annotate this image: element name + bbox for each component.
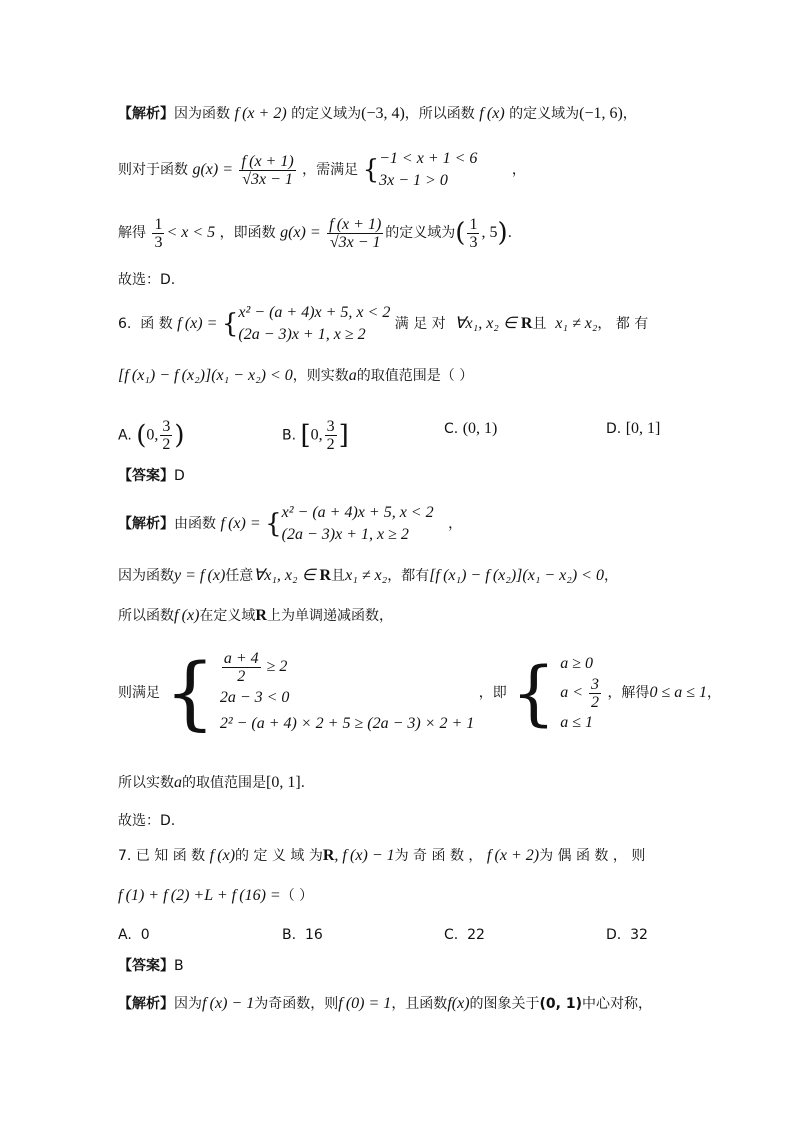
q5-analysis-line1: 【解析】因为函数 f (x + 2) 的定义域为(−3, 4)，所以函数 f (x) 的定义域为(−1, 6)，: [118, 105, 637, 122]
q7-option-c[interactable]: C. 22: [444, 927, 485, 943]
q6-option-d[interactable]: D. [0, 1]: [606, 420, 661, 437]
q7-stem-line2: f (1) + f (2) +L + f (16) =（ ）: [118, 887, 314, 904]
q6-stem-line1: 6. 函 数 f (x) = {x² − (a + 4)x + 5, x < 2 (2a − 3)x + 1, x ≥ 2 满 足 对 ∀x₁, x₂ ∈ R且 x₁ ≠ x₂， 都 有: [118, 304, 649, 343]
q6-option-c[interactable]: C. (0, 1): [444, 420, 498, 437]
q6-answer: 【答案】D: [118, 468, 185, 484]
analysis-label: 【解析】: [118, 106, 174, 122]
q7-option-d[interactable]: D. 32: [606, 927, 648, 943]
q6-option-a[interactable]: A. (0, $\frac{3}{2}$ ): [118, 418, 185, 453]
q6-analysis-line3: 所以函数f (x)在定义域R上为单调递减函数，: [118, 607, 393, 624]
q7-option-a[interactable]: A. 0: [118, 927, 150, 943]
q6-stem-line2: [f (x₁) − f (x₂)](x₁ − x₂) < 0，则实数a的取值范围是（ ）: [118, 367, 474, 384]
q6-analysis-line1: 【解析】由函数 f (x) = {x² − (a + 4)x + 5, x < 2 (2a − 3)x + 1, x ≥ 2 ，: [118, 504, 463, 543]
conditions: −1 < x + 1 < 6 3x − 1 > 0: [379, 150, 478, 189]
q6-option-b[interactable]: B. [0, $\frac{3}{2}$ ]: [282, 418, 349, 453]
q5-choose: 故选：D.: [118, 272, 176, 288]
q7-answer: 【答案】B: [118, 958, 184, 974]
q6-analysis-system: 则满足 { $\frac{a + 4}{2}$ ≥ 2 2a − 3 < 0 2² − (a + 4) × 2 + 5 ≥ (2a − 3) × 2 + 1 ，即 { a ≥ 0 a < $\frac{3}{2}$ a ≤ 1 ，解得0 ≤ a ≤ 1，: [118, 646, 721, 739]
fraction: $\frac{f (x + 1)}{√3x - 1}$: [241, 152, 294, 188]
q7-analysis-line1: 【解析】因为f (x) − 1为奇函数，则f (0) = 1，且函数f(x)的图象关于(0, 1)中心对称，: [118, 995, 652, 1012]
q5-analysis-line3: 解得 $\frac{1}{3}$ < x < 5 ，即函数 g(x) = $\frac{f (x + 1)}{√3x - 1}$ 的定义域为( $\frac{1}{3}$ , 5).: [118, 215, 513, 251]
q5-analysis-line2: 则对于函数 g(x) = $\frac{f (x + 1)}{√3x - 1}$ ，需满足 {−1 < x + 1 < 6 3x − 1 > 0 ，: [118, 148, 526, 192]
q6-analysis-line2: 因为函数y = f (x)任意∀x₁, x₂ ∈ R且x₁ ≠ x₂，都有[f (x₁) − f (x₂)](x₁ − x₂) < 0，: [118, 567, 618, 584]
q7-stem-line1: 7. 已 知 函 数 f (x)的 定 义 域 为R, f (x) − 1为 奇 函 数 ， f (x + 2)为 偶 函 数 ， 则: [118, 847, 646, 864]
q6-analysis-line5: 所以实数a的取值范围是[0, 1].: [118, 774, 306, 791]
q6-choose: 故选：D.: [118, 813, 176, 829]
q7-option-b[interactable]: B. 16: [282, 927, 323, 943]
